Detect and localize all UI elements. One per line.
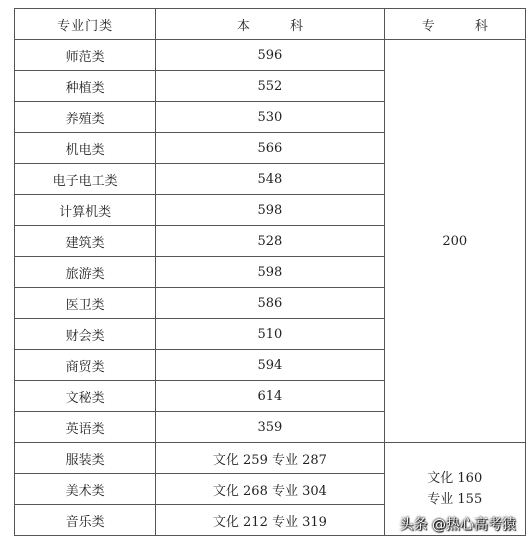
undergrad-score-cell: 596 xyxy=(156,40,384,71)
header-undergrad: 本 科 xyxy=(156,9,384,40)
header-category: 专业门类 xyxy=(15,9,156,40)
category-cell: 医卫类 xyxy=(15,288,156,319)
undergrad-score-cell: 359 xyxy=(156,412,384,443)
undergrad-score-cell: 510 xyxy=(156,319,384,350)
category-cell: 养殖类 xyxy=(15,102,156,133)
header-associate: 专 科 xyxy=(384,9,525,40)
undergrad-score-cell: 598 xyxy=(156,195,384,226)
undergrad-score-cell: 528 xyxy=(156,226,384,257)
undergrad-score-cell: 文化 212 专业 319 xyxy=(156,505,384,536)
undergrad-score-cell: 548 xyxy=(156,164,384,195)
category-cell: 种植类 xyxy=(15,71,156,102)
score-table xyxy=(14,8,526,536)
category-cell: 财会类 xyxy=(15,319,156,350)
category-cell: 文秘类 xyxy=(15,381,156,412)
associate-score-cell: 200 xyxy=(384,40,525,443)
associate-art-major: 专业 155 xyxy=(427,492,483,507)
associate-art-culture: 文化 160 xyxy=(427,471,483,486)
category-cell: 英语类 xyxy=(15,412,156,443)
undergrad-score-cell: 文化 259 专业 287 xyxy=(156,443,384,474)
category-cell: 建筑类 xyxy=(15,226,156,257)
table-row xyxy=(15,40,526,71)
undergrad-score-cell: 614 xyxy=(156,381,384,412)
category-cell: 美术类 xyxy=(15,474,156,505)
table-row xyxy=(15,443,526,474)
undergrad-score-cell: 530 xyxy=(156,102,384,133)
undergrad-score-cell: 586 xyxy=(156,288,384,319)
category-cell: 商贸类 xyxy=(15,350,156,381)
undergrad-score-cell: 566 xyxy=(156,133,384,164)
category-cell: 师范类 xyxy=(15,40,156,71)
watermark: 头条 @热心高考猿 xyxy=(399,517,516,533)
category-cell: 计算机类 xyxy=(15,195,156,226)
header-row xyxy=(15,9,526,40)
undergrad-score-cell: 552 xyxy=(156,71,384,102)
category-cell: 机电类 xyxy=(15,133,156,164)
category-cell: 旅游类 xyxy=(15,257,156,288)
undergrad-score-cell: 文化 268 专业 304 xyxy=(156,474,384,505)
undergrad-score-cell: 594 xyxy=(156,350,384,381)
category-cell: 音乐类 xyxy=(15,505,156,536)
score-table-container xyxy=(14,8,526,536)
category-cell: 电子电工类 xyxy=(15,164,156,195)
category-cell: 服装类 xyxy=(15,443,156,474)
undergrad-score-cell: 598 xyxy=(156,257,384,288)
